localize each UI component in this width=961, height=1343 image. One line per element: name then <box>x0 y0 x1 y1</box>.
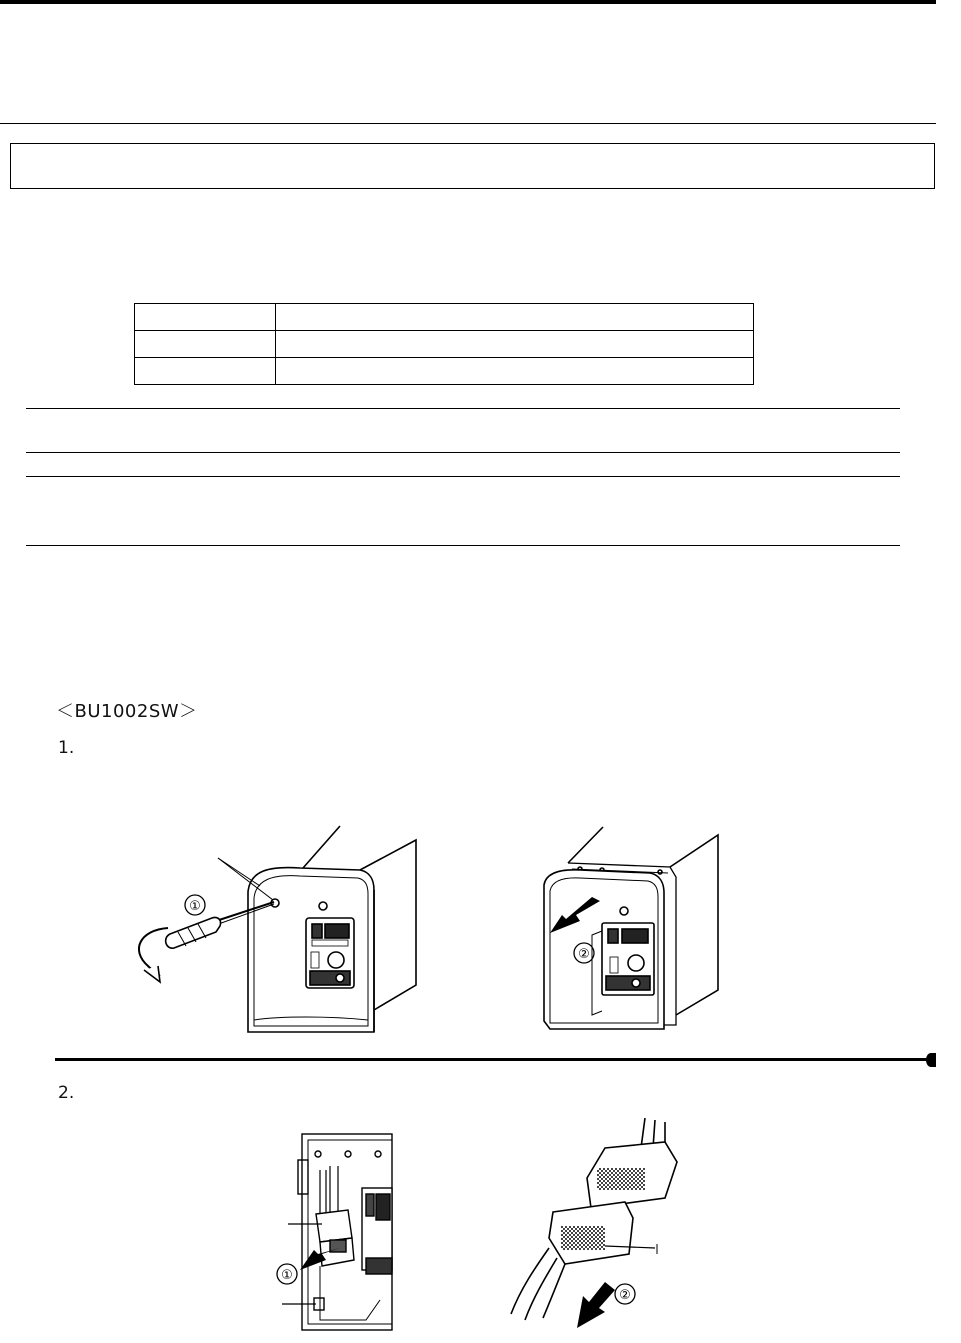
header-rule-thick <box>0 0 936 4</box>
callout-number: ① <box>281 1268 293 1283</box>
table-row <box>135 304 754 331</box>
notice-box <box>10 143 935 189</box>
table-cell <box>276 358 754 385</box>
step-separator <box>55 1058 931 1061</box>
table-cell <box>135 331 276 358</box>
note-rule <box>26 452 900 453</box>
table-cell <box>135 304 276 331</box>
table-cell <box>276 331 754 358</box>
step-number: 2. <box>58 1083 75 1103</box>
step2-connector-illustration <box>270 1130 395 1335</box>
step1-screwdriver-illustration <box>130 820 430 1045</box>
step-separator-cap <box>926 1053 936 1067</box>
callout-number: ② <box>619 1288 631 1303</box>
section-title: ＜BU1002SW＞ <box>56 701 198 722</box>
spec-table <box>134 303 754 385</box>
callout-number: ① <box>189 899 201 914</box>
header-rule-thin <box>0 123 936 124</box>
step-number: 1. <box>58 738 75 758</box>
table-row <box>135 358 754 385</box>
note-rule <box>26 476 900 477</box>
callout-number: ② <box>578 947 590 962</box>
note-rule <box>26 408 900 409</box>
note-rule <box>26 545 900 546</box>
step2-connector-closeup-illustration <box>505 1118 695 1338</box>
table-row <box>135 331 754 358</box>
step1-front-cover-illustration <box>540 825 730 1045</box>
table-cell <box>135 358 276 385</box>
table-cell <box>276 304 754 331</box>
